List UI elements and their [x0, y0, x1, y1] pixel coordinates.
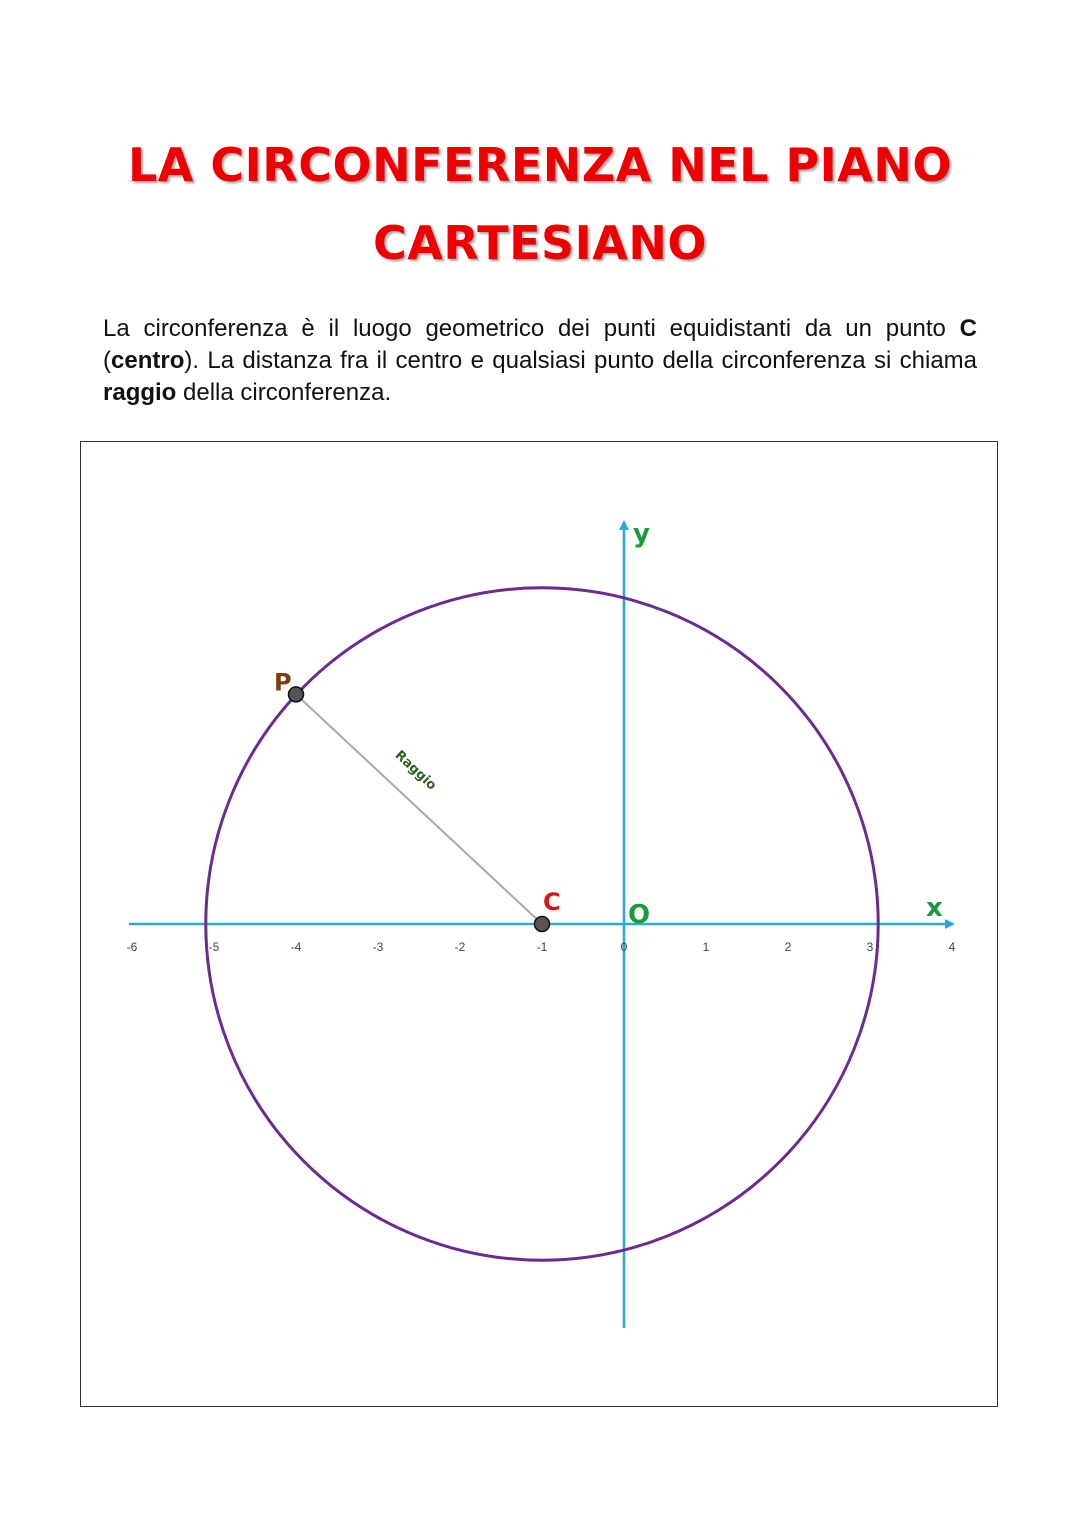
- center-point: [535, 917, 550, 932]
- x-tick-label: 0: [620, 940, 628, 954]
- intro-text-1: La circonferenza è il luogo geometrico dei punti equidistanti da un punto: [103, 315, 960, 342]
- x-tick-labels: [127, 940, 956, 954]
- point-p-label: P: [274, 668, 292, 697]
- x-tick-label: -1: [536, 940, 548, 954]
- x-tick-label: -3: [372, 940, 384, 954]
- x-tick-label: 2: [784, 940, 792, 954]
- x-axis-label: x: [926, 893, 943, 923]
- intro-text-4: della circonferenza.: [176, 379, 392, 406]
- origin-label: O: [628, 900, 651, 930]
- radius-label: Raggio: [391, 747, 440, 794]
- x-tick-label: 3: [866, 940, 874, 954]
- x-tick-label: -4: [290, 940, 302, 954]
- cartesian-figure: [80, 441, 998, 1407]
- x-tick-label: -2: [454, 940, 466, 954]
- title-line-2: CARTESIANO: [373, 216, 707, 270]
- center-label: C: [543, 888, 561, 916]
- x-tick-label: 4: [948, 940, 956, 954]
- x-tick-label: -5: [208, 940, 220, 954]
- intro-radius-word: raggio: [103, 379, 177, 406]
- cartesian-plane: [81, 442, 999, 1408]
- intro-paragraph: [103, 313, 977, 409]
- intro-text-2: (: [103, 347, 111, 374]
- x-tick-label: 1: [702, 940, 710, 954]
- y-axis-label: y: [633, 519, 650, 549]
- intro-text-3: ). La distanza fra il centro e qualsiasi punto della circonferenza si chiama: [184, 347, 977, 374]
- radius-segment: [296, 694, 542, 924]
- x-tick-label: -6: [126, 940, 138, 954]
- intro-center-letter: C: [959, 315, 977, 342]
- intro-center-word: centro: [111, 347, 185, 374]
- title-line-1: LA CIRCONFERENZA NEL PIANO: [127, 138, 953, 192]
